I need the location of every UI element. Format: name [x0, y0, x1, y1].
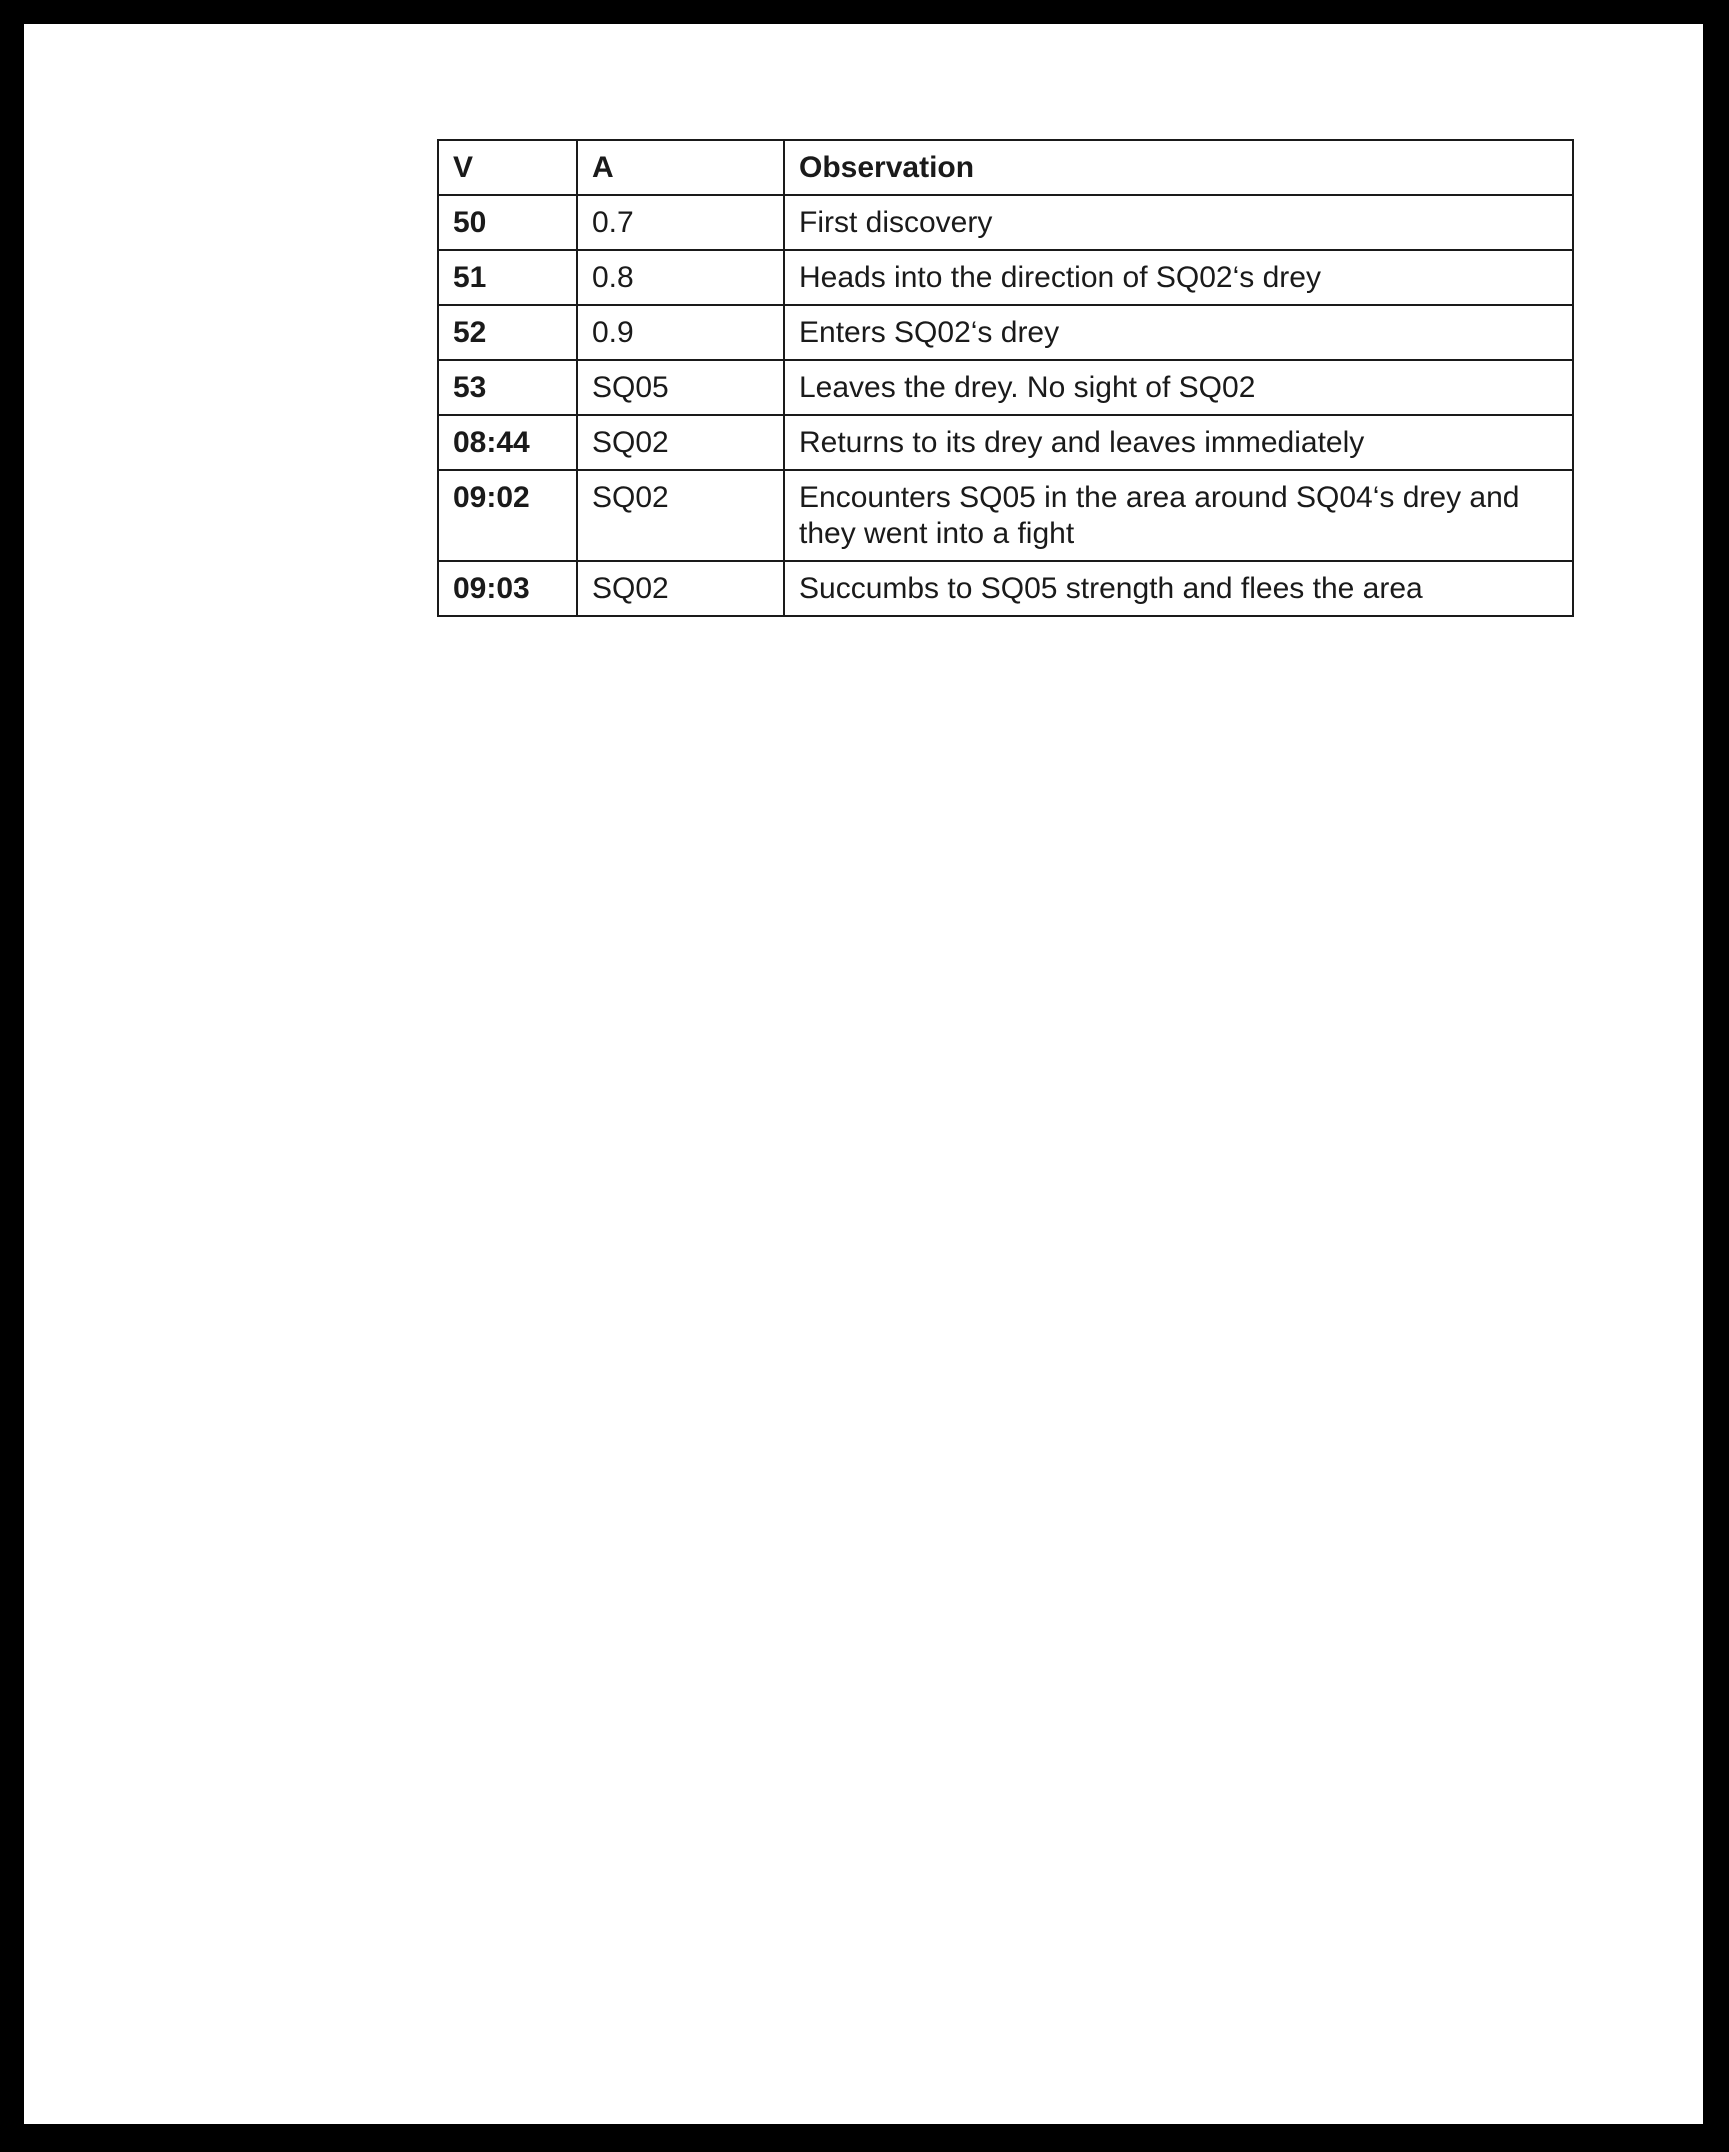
cell-v: 08:44 [438, 415, 577, 470]
table-row [438, 470, 1573, 561]
cell-v: 52 [438, 305, 577, 360]
cell-a: SQ02 [577, 470, 784, 561]
table-row [438, 415, 1573, 470]
cell-v: 53 [438, 360, 577, 415]
cell-a: SQ02 [577, 561, 784, 616]
table-row [438, 195, 1573, 250]
cell-observation: Heads into the direction of SQ02‘s drey [784, 250, 1573, 305]
cell-observation: Leaves the drey. No sight of SQ02 [784, 360, 1573, 415]
table-row [438, 250, 1573, 305]
column-header-observation: Observation [784, 140, 1573, 195]
document-page [24, 24, 1703, 2124]
cell-observation: Returns to its drey and leaves immediately [784, 415, 1573, 470]
cell-a: SQ02 [577, 415, 784, 470]
cell-v: 51 [438, 250, 577, 305]
cell-v: 09:03 [438, 561, 577, 616]
cell-observation: Enters SQ02‘s drey [784, 305, 1573, 360]
cell-a: 0.8 [577, 250, 784, 305]
table-header-row [438, 140, 1573, 195]
column-header-a: A [577, 140, 784, 195]
table-row [438, 305, 1573, 360]
cell-a: SQ05 [577, 360, 784, 415]
cell-observation: Succumbs to SQ05 strength and flees the area [784, 561, 1573, 616]
table-row [438, 360, 1573, 415]
cell-a: 0.9 [577, 305, 784, 360]
observation-table [437, 139, 1574, 617]
cell-v: 09:02 [438, 470, 577, 561]
cell-v: 50 [438, 195, 577, 250]
table-row [438, 561, 1573, 616]
cell-observation: First discovery [784, 195, 1573, 250]
cell-a: 0.7 [577, 195, 784, 250]
cell-observation: Encounters SQ05 in the area around SQ04‘s drey and they went into a fight [784, 470, 1573, 561]
column-header-v: V [438, 140, 577, 195]
